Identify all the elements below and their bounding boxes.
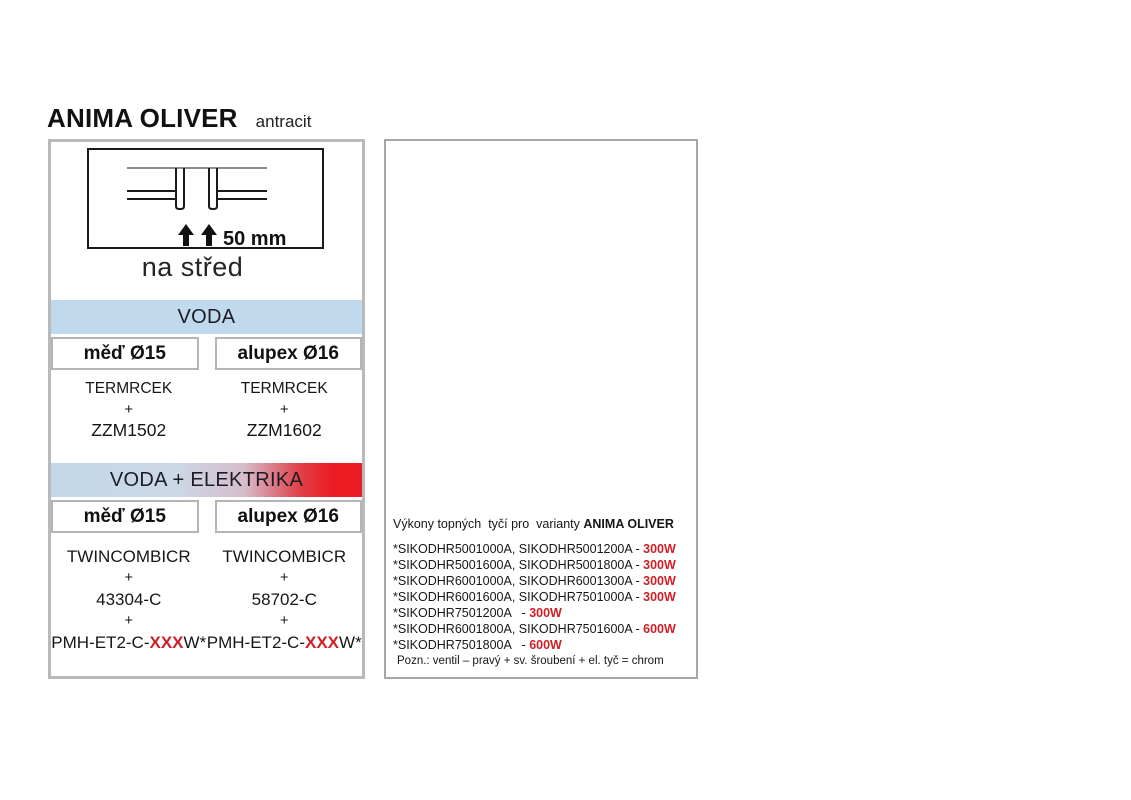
footnote: Pozn.: ventil – pravý + sv. šroubení + el. tyč = chrom	[397, 655, 664, 667]
connection-diagram-box	[87, 148, 324, 249]
rod-codes: *SIKODHR6001800A, SIKODHR7501600A -	[393, 622, 644, 636]
component-code-with-variant	[51, 632, 207, 654]
voda-columns	[51, 378, 362, 441]
rod-power-row	[393, 637, 676, 653]
component-code: ZZM1502	[91, 420, 167, 440]
rod-power-row	[393, 589, 676, 605]
code-suffix: W*	[339, 633, 362, 652]
rod-power-row	[393, 541, 676, 557]
component-code: TERMRCEK	[240, 380, 328, 397]
code-prefix: PMH-ET2-C-	[51, 633, 150, 652]
plus-sign: +	[124, 569, 133, 586]
plus-sign: +	[280, 612, 289, 629]
voda-column-alupex	[207, 378, 363, 441]
rod-wattage: 300W	[643, 574, 676, 588]
heating-rod-heading	[393, 517, 674, 531]
rod-power-row	[393, 605, 676, 621]
rod-wattage: 300W	[643, 590, 676, 604]
connection-spec-panel	[48, 139, 365, 679]
code-prefix: PMH-ET2-C-	[206, 633, 305, 652]
component-code: TWINCOMBICR	[66, 547, 191, 566]
voda-elektrika-column-med	[51, 546, 207, 654]
component-code-with-variant	[207, 632, 363, 654]
heating-rod-power-panel	[384, 139, 698, 679]
voda-section-header: VODA	[51, 300, 362, 334]
rod-wattage: 300W	[529, 606, 562, 620]
voda-column-med	[51, 378, 207, 441]
radiator-connection-diagram	[89, 150, 322, 247]
code-suffix: W*	[183, 633, 207, 652]
rod-wattage: 300W	[643, 542, 676, 556]
diagram-caption: na střed	[141, 252, 244, 282]
voda-elektrika-column-headers	[51, 500, 362, 533]
rod-wattage: 600W	[643, 622, 676, 636]
rod-codes: *SIKODHR5001000A, SIKODHR5001200A -	[393, 542, 644, 556]
rod-power-row	[393, 557, 676, 573]
rod-power-row	[393, 573, 676, 589]
left-pipe	[176, 168, 184, 209]
dimension-label: 50 mm	[223, 228, 287, 247]
rod-codes: *SIKODHR7501800A -	[393, 638, 530, 652]
voda-elektrika-columns	[51, 546, 362, 654]
plus-sign: +	[280, 569, 289, 586]
plus-sign: +	[124, 401, 134, 418]
rod-wattage: 600W	[529, 638, 562, 652]
voda-column-headers	[51, 337, 362, 370]
rod-codes: *SIKODHR6001600A, SIKODHR7501000A -	[393, 590, 644, 604]
rod-codes: *SIKODHR6001000A, SIKODHR6001300A -	[393, 574, 644, 588]
voda-elektrika-column-header-med: měď Ø15	[51, 500, 199, 533]
code-variant-placeholder: XXX	[149, 633, 184, 652]
rod-wattage: 300W	[643, 558, 676, 572]
rod-codes: *SIKODHR7501200A -	[393, 606, 530, 620]
component-code: ZZM1602	[246, 420, 322, 440]
right-pipe	[209, 168, 217, 209]
heading-text: Výkony topných tyčí pro varianty	[393, 517, 584, 531]
voda-column-header-med: měď Ø15	[51, 337, 199, 370]
component-code: TERMRCEK	[85, 380, 173, 397]
page-header	[47, 103, 311, 134]
page-subtitle: antracit	[255, 112, 312, 131]
heating-rod-list	[393, 541, 676, 653]
component-code: TWINCOMBICR	[222, 547, 347, 566]
voda-elektrika-column-alupex	[207, 546, 363, 654]
voda-elektrika-column-header-alupex: alupex Ø16	[215, 500, 363, 533]
rod-codes: *SIKODHR5001600A, SIKODHR5001800A -	[393, 558, 644, 572]
voda-elektrika-section-header: VODA + ELEKTRIKA	[51, 463, 362, 497]
plus-sign: +	[124, 612, 133, 629]
page-title: ANIMA OLIVER	[47, 103, 238, 133]
rod-power-row	[393, 621, 676, 637]
component-code: 58702-C	[251, 590, 317, 609]
plus-sign: +	[279, 401, 289, 418]
up-arrows-icon	[178, 224, 217, 246]
voda-column-header-alupex: alupex Ø16	[215, 337, 363, 370]
code-variant-placeholder: XXX	[305, 633, 340, 652]
heading-product-name: ANIMA OLIVER	[583, 517, 674, 531]
component-code: 43304-C	[96, 590, 162, 609]
